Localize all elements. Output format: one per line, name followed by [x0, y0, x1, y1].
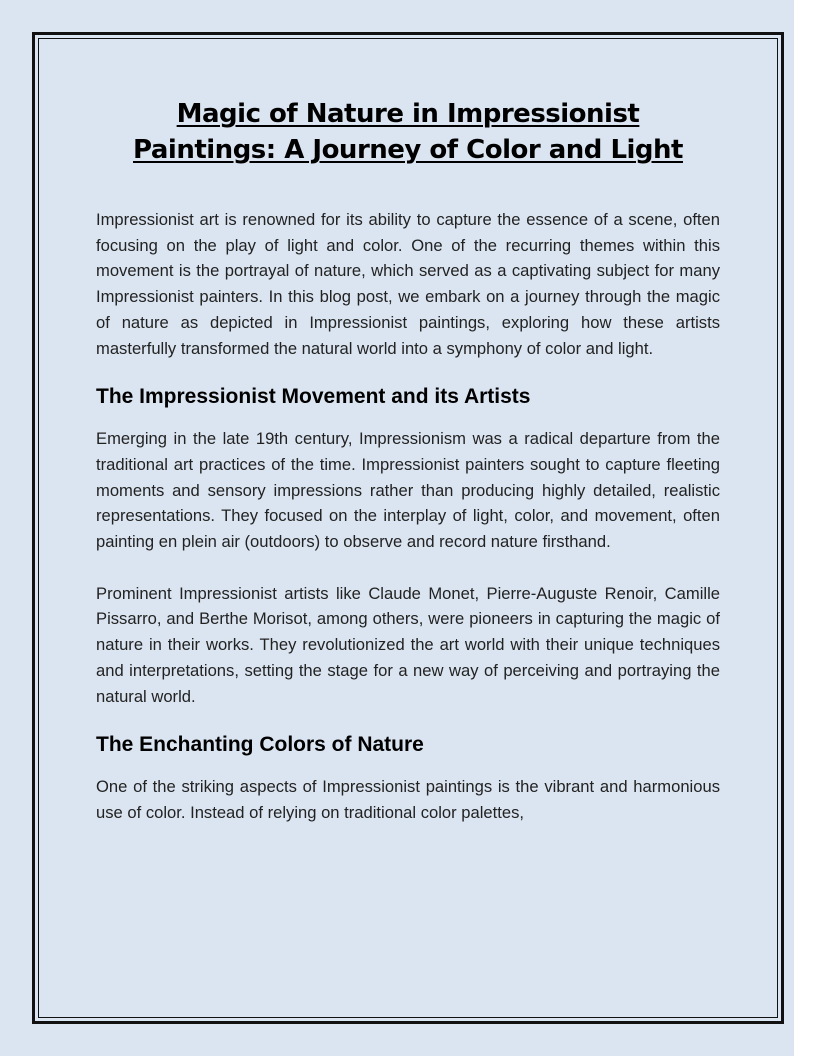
page-edge-strip — [794, 0, 816, 1056]
paragraph-movement-1: Emerging in the late 19th century, Impressionism was a radical departure from the traditional art practices of the time. Impressionist painters sought to capture fleeting moments and sensory impressions rather than producing highly detailed, realistic representations. They focused on the interplay of light, color, and movement, often painting en plein air (outdoors) to observe and record nature firsthand. — [96, 429, 720, 552]
section-heading-movement: The Impressionist Movement and its Artists — [96, 385, 531, 409]
paragraph-movement-2: Prominent Impressionist artists like Claude Monet, Pierre-Auguste Renoir, Camille Pissarro, and Berthe Morisot, among others, were pioneers in capturing the magic of nature in their works. They revolutionized the art world with their unique techniques and interpretations, setting the stage for a new way of perceiving and portraying the natural world. — [96, 583, 720, 706]
intro-paragraph: Impressionist art is renowned for its ability to capture the essence of a scene, often focusing on the play of light and color. One of the recurring themes within this movement is the portrayal of nature, which served as a captivating subject for many Impressionist painters. In this blog post, we embark on a journey through the magic of nature as depicted in Impressionist paintings, exploring how these artists masterfully transformed the natural world into a symphony of color and light. — [96, 210, 720, 358]
title-line-2: Paintings: A Journey of Color and Light — [133, 135, 683, 165]
document-title — [96, 96, 720, 168]
paragraph-colors-1: One of the striking aspects of Impressionist paintings is the vibrant and harmonious use of color. Instead of relying on traditional color palettes, — [96, 777, 720, 822]
document-body — [96, 96, 720, 826]
title-line-1: Magic of Nature in Impressionist — [176, 99, 640, 129]
section-heading-colors: The Enchanting Colors of Nature — [96, 733, 424, 757]
